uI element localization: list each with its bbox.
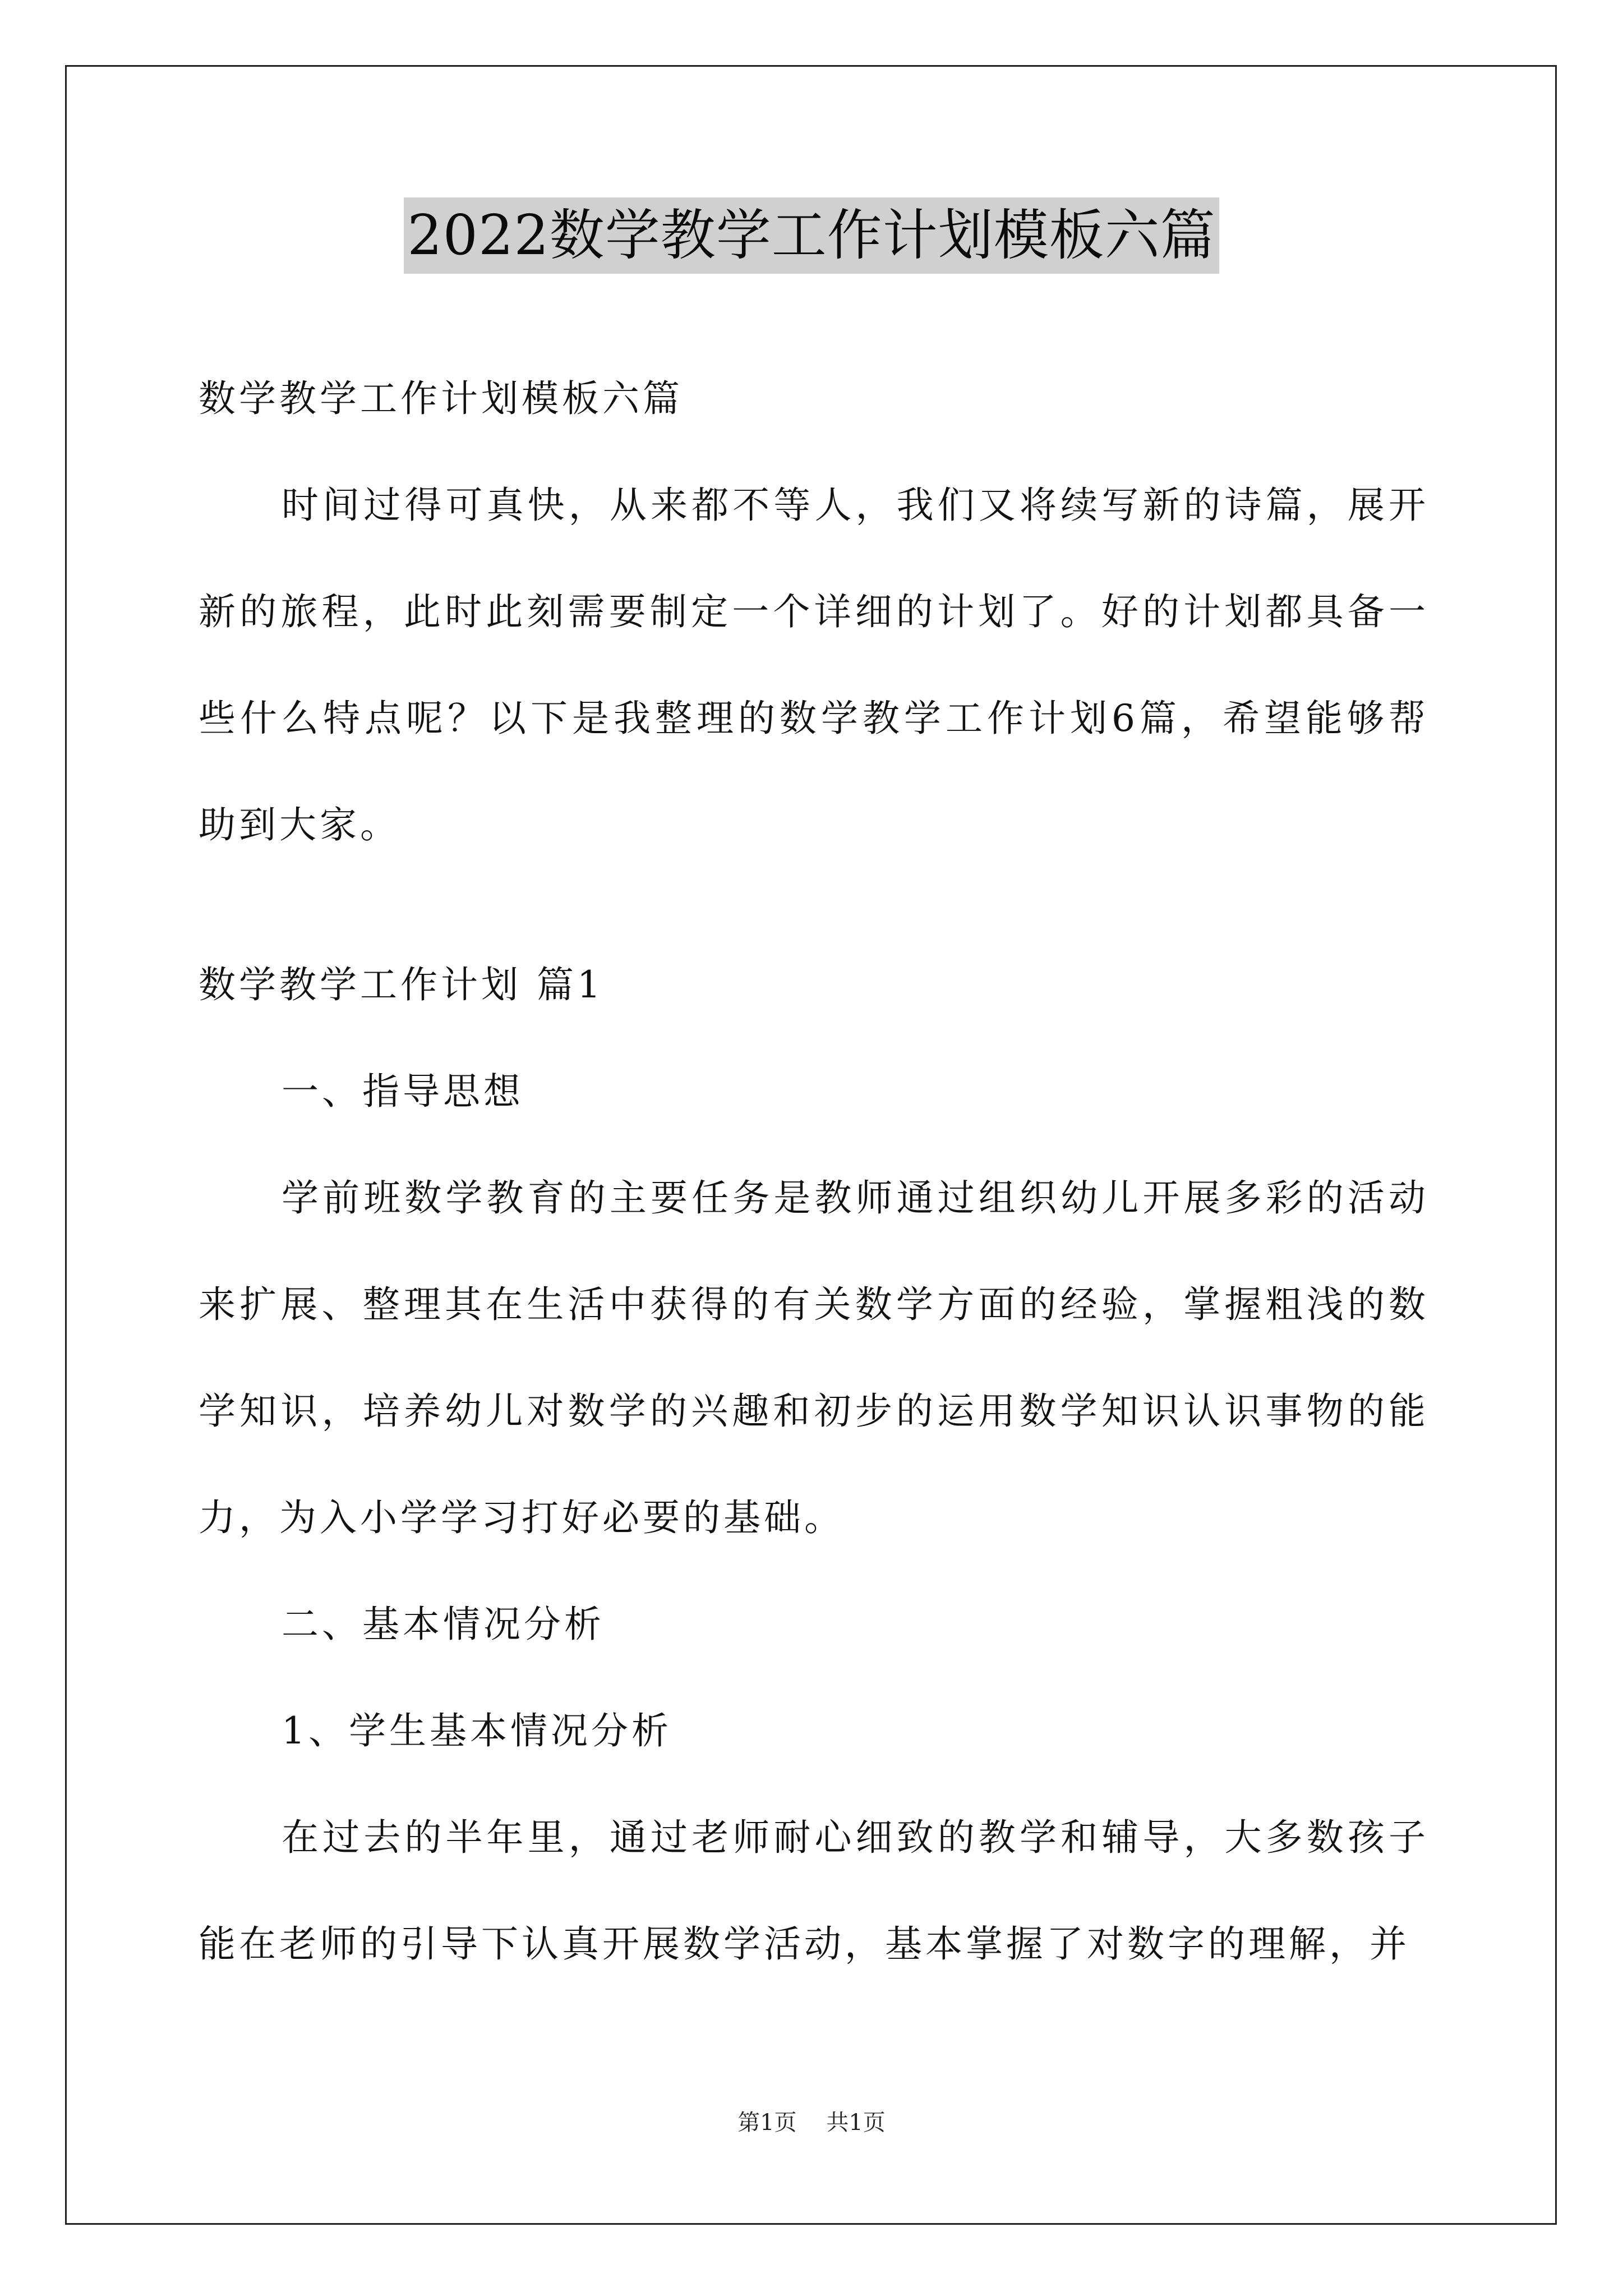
document-subtitle: 数学教学工作计划模板六篇 bbox=[199, 377, 683, 420]
document-body bbox=[199, 346, 1429, 1998]
page-footer bbox=[0, 2105, 1623, 2137]
subsection-heading: 二、基本情况分析 bbox=[282, 1603, 605, 1646]
title-container bbox=[0, 197, 1623, 274]
body-paragraph: 在过去的半年里，通过老师耐心细致的教学和辅导，大多数孩子能在老师的引导下认真开展数学活动，基本掌握了对数字的理解，并 bbox=[199, 1816, 1429, 1966]
intro-paragraph: 时间过得可真快，从来都不等人，我们又将续写新的诗篇，展开新的旅程，此时此刻需要制定一个详细的计划了。好的计划都具备一些什么特点呢？以下是我整理的数学教学工作计划6篇，希望能够帮助到大家。 bbox=[199, 484, 1429, 846]
document-title: 2022数学教学工作计划模板六篇 bbox=[404, 197, 1219, 274]
subsection-heading: 1、学生基本情况分析 bbox=[282, 1709, 672, 1752]
section-heading: 数学教学工作计划 篇1 bbox=[199, 963, 604, 1006]
body-paragraph: 学前班数学教育的主要任务是教师通过组织幼儿开展多彩的活动来扩展、整理其在生活中获得的有关数学方面的经验，掌握粗浅的数学知识，培养幼儿对数学的兴趣和初步的运用数学知识认识事物的能力，为入小学学习打好必要的基础。 bbox=[199, 1176, 1429, 1539]
page-number: 第1页 bbox=[737, 2110, 797, 2136]
subsection-heading: 一、指导思想 bbox=[282, 1070, 524, 1113]
page-count: 共1页 bbox=[826, 2110, 886, 2136]
